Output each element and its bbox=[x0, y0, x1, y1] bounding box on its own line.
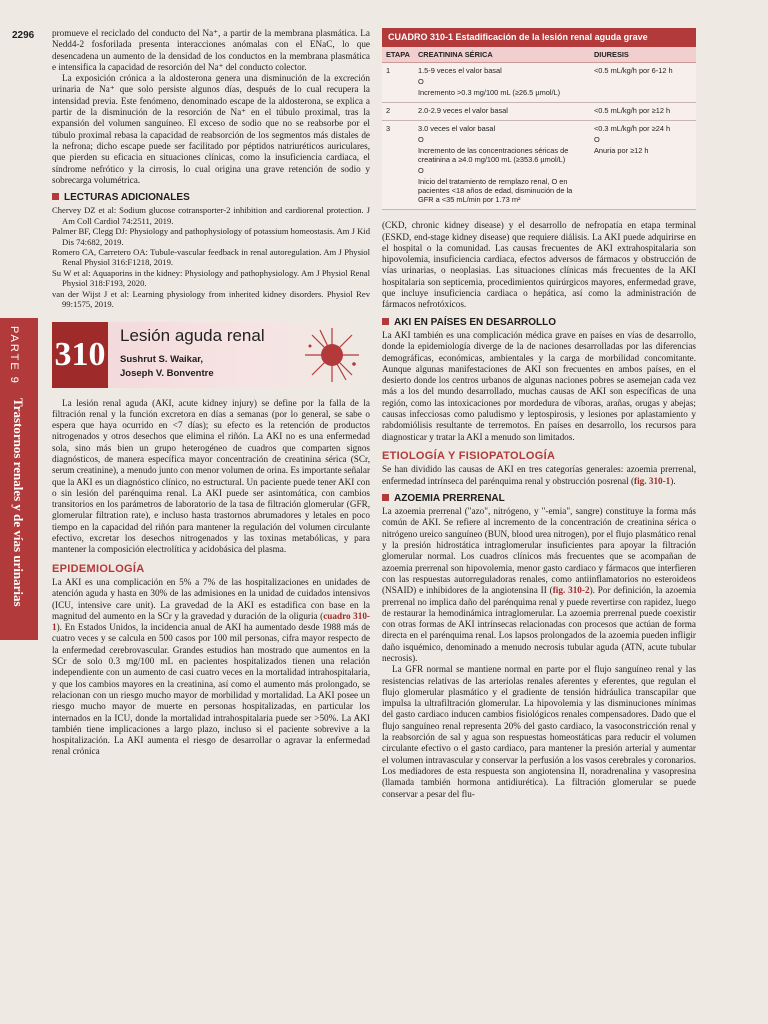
reference-item: Su W et al: Aquaporins in the kidney: Physiology and pathophysiology. Am J Physiol Renal Physiol 318:F193, 2020. bbox=[52, 267, 370, 289]
reference-item: Romero CA, Carretero OA: Tubule-vascular feedback in renal autoregulation. Am J Physiol Renal Physiol 316:F1218, 2019. bbox=[52, 247, 370, 268]
chapter-author: Joseph V. Bonventre bbox=[120, 367, 214, 379]
cell-line: <0.5 mL/kg/h por 6-12 h bbox=[593, 66, 673, 76]
cell-line: O bbox=[593, 135, 600, 145]
prerenal-heading bbox=[382, 493, 696, 504]
table-row bbox=[382, 63, 696, 103]
bullet-square-icon bbox=[382, 494, 389, 501]
cell-line: <0.5 mL/kg/h por ≥12 h bbox=[593, 106, 671, 116]
chapter-banner bbox=[52, 322, 370, 388]
staging-table bbox=[382, 47, 696, 210]
reference-item: Chervey DZ et al: Sodium glucose cotransporter-2 inhibition and cardiorenal protection. J Am Coll Cardiol 74:2511, 2019. bbox=[52, 205, 370, 226]
epidemiology-text bbox=[52, 577, 370, 758]
reference-item: Palmer BF, Clegg DJ: Physiology and pathophysiology of potassium homeostasis. Am J Kid Dis 74:682, 2019. bbox=[52, 226, 370, 247]
table-cell-stage: 3 bbox=[382, 121, 414, 210]
cell-line: 3.0 veces el valor basal bbox=[417, 124, 496, 134]
paragraph: promueve el reciclado del conducto del Na⁺, a partir de la membrana plasmática. La Nedd4-2 fosforilada presenta interacciones anómalas con el ENaC, lo que desencadena un aumento de la densidad de los conductos en la membrana plasmática e intensifica la capacidad de resorción del Na⁺ del conducto colector. bbox=[52, 28, 370, 72]
readings-heading bbox=[52, 192, 370, 203]
cell-line: Inicio del tratamiento de remplazo renal, O en pacientes <18 años de edad, disminución de la GFR a <35 mL/min por 1.73 m² bbox=[417, 177, 573, 205]
table-cell-diuresis bbox=[590, 103, 696, 121]
table-cell-stage: 1 bbox=[382, 63, 414, 103]
left-column bbox=[52, 28, 370, 758]
chapter-author: Sushrut S. Waikar, bbox=[120, 353, 204, 365]
part-side-tab bbox=[0, 318, 38, 640]
table-link[interactable]: cuadro 310-1 bbox=[52, 610, 370, 633]
cell-line: O bbox=[417, 166, 424, 176]
table-header: CREATININA SÉRICA bbox=[414, 47, 590, 63]
text-run: La azoemia prerrenal ("azo", nitrógeno, y "-emia", sangre) constituye la forma más común de AKI. Se refiere al incremento de la concentración de creatinina sérica o nitrógeno ureico sanguíneo (BUN, blood urea nitrogen), por el flujo plasmático renal y la presión hidrostática intraglomerular insuficientes para apoyar la filtración glomerular normal. Los cuadros clínicos más frecuentes que se acompañan de azoemia prerrenal son hipovolemia, menor gasto cardiaco y fármacos que interfieren con las respuestas autorreguladoras renales, como antiinflamatorios no esteroideos (NSAID) e inhibidores de la angiotensina II ( bbox=[382, 506, 696, 596]
cell-line: Anuria por ≥12 h bbox=[593, 146, 649, 156]
cell-line: <0.3 mL/kg/h por ≥24 h bbox=[593, 124, 671, 134]
paragraph: La exposición crónica a la aldosterona genera una disminución de la excreción urinaria de Na⁺ que solo persiste algunos días, después de lo cual recupera la intensidad previa. Este fenómeno, denominado escape de la aldosterona, se explica a partir de la disminución de la resorción de Na⁺ en el túbulo proximal, tras la expansión del volumen sanguíneo. El exceso de sodio que no se reabsorbe por el túbulo proximal rebasa la capacidad de reabsorción de los segmentos más distales de la nefrona; dicho escape puede ser facilitado por péptidos natriuréticos auriculares, que pierden su eficacia en situaciones clínicas, como la insuficiencia cardiaca, el síndrome nefrótico y la cirrosis, lo cual origina una grave retención de sodio y sobrecarga volumétrica. bbox=[52, 73, 370, 185]
right-column bbox=[382, 28, 696, 800]
epidemiology-heading: EPIDEMIOLOGÍA bbox=[52, 562, 145, 575]
paragraph: La GFR normal se mantiene normal en parte por el flujo sanguíneo renal y las resistencias relativas de las arteriolas renales aferentes y eferentes, que regulan el flujo glomerular plasmático y el gradiente de tensión hidráulica transcapilar que impulsa la ultrafiltración glomerular. La hipovolemia y las disminuciones mínimas del gasto cardiaco inducen cambios fisiológicos renales compensadores. Dado que el flujo sanguíneo renal representa 20% del gasto cardiaco, la vasoconstricción renal y la reabsorción de sal y agua son respuestas homeostáticas para reducir el volumen circulante efectivo o el gasto cardiaco, para mantener la presión arterial y aumentar el volumen intravascular y conservar la perfusión a los vasos cerebrales y coronarios. Los mediadores de esta respuesta son angiotensina II, noradrenalina y vasopresina (llamada también hormona antidiurética). La filtración glomerular se puede conservar a pesar del flu- bbox=[382, 664, 696, 799]
bullet-square-icon bbox=[382, 318, 389, 325]
table-cell-diuresis bbox=[590, 121, 696, 210]
figure-link[interactable]: fig. 310-1 bbox=[634, 475, 671, 486]
figure-link[interactable]: fig. 310-2 bbox=[552, 585, 590, 596]
prerenal-heading-text: AZOEMIA PRERRENAL bbox=[394, 492, 505, 504]
cell-line: 2.0-2.9 veces el valor basal bbox=[417, 106, 508, 116]
table-cell-creatinine bbox=[414, 103, 590, 121]
splatter-icon bbox=[302, 326, 362, 384]
etiology-text bbox=[382, 464, 696, 487]
table-body bbox=[382, 47, 696, 210]
cell-line: Incremento >0.3 mg/100 mL (≥26.5 µmol/L) bbox=[417, 88, 561, 98]
table-cell-stage: 2 bbox=[382, 103, 414, 121]
page-number: 2296 bbox=[12, 30, 35, 41]
chapter-title: Lesión aguda renal bbox=[120, 325, 265, 345]
text-run: ). bbox=[670, 475, 676, 486]
table-caption: CUADRO 310-1 Estadificación de la lesión renal aguda grave bbox=[382, 28, 696, 47]
text-run: ). En Estados Unidos, la incidencia anual de AKI ha aumentado desde 1988 más de cuatro veces y se calcula en 500 casos por 100 mil personas, cifra mayor respecto de la enfermedad cerebrovascular. Grandes estudios han mostrado que aumentos en la SCr de solo 0.3 mg/100 mL en pacientes hospitalizados tienen una relación independiente con un aumento de casi cuatro veces en la mortalidad intrahospitalaria, y que los cambios mayores en la creatinina, así como el aumento más prolongado, se relacionan con un riesgo mucho mayor de morbilidad y mortalidad. La AKI posee un riesgo mucho mayor de muerte en personas hospitalizadas, en particular los internados en la ICU, donde la mortalidad intrahospitalaria puede ser >50%. La AKI también tiene implicaciones a largo plazo, incluso si el paciente sobrevive a la hospitalización. La AKI aumenta el riesgo de desarrollar o agravar la enfermedad renal crónica bbox=[52, 622, 370, 757]
text-run: Se han dividido las causas de AKI en tres categorías generales: azoemia prerrenal, enfermedad intrínseca del parénquima renal y obstrucción posrenal ( bbox=[382, 464, 696, 486]
table-cell-diuresis bbox=[590, 63, 696, 103]
etiology-heading: ETIOLOGÍA Y FISIOPATOLOGÍA bbox=[382, 449, 556, 462]
table-cell-creatinine bbox=[414, 121, 590, 210]
paragraph bbox=[382, 506, 696, 664]
table-header: ETAPA bbox=[382, 47, 414, 63]
reference-item: van der Wijst J et al: Learning physiology from inherited kidney disorders. Physiol Rev 99:1575, 2019. bbox=[52, 288, 370, 310]
part-label: PARTE 9 bbox=[8, 326, 20, 385]
cell-line: Incremento de las concentraciones séricas de creatinina a ≥4.0 mg/100 mL (≥353.6 µmol/L) bbox=[417, 146, 569, 165]
bullet-square-icon bbox=[52, 193, 59, 200]
chapter-intro: La lesión renal aguda (AKI, acute kidney injury) se define por la falla de la filtración renal y la función excretora en días a semanas (por lo general, se sabe o espera que haya ocurrido en <7 días); su efecto es la retención de productos nitrogenados y otros desechos que elimina el riñón. La AKI no es una enfermedad sola, sino más bien un grupo heterogéneo de cuadros que comparten signos diagnósticos, de manera específica mayor concentración de creatinina sérica (SCr, serum creatinine), a menudo junto con menor volumen de orina. Es importante señalar que la AKI es un diagnóstico clínico, no estructural. Un paciente puede tener AKI con o sin lesión del parénquima renal. La AKI puede ser asintomática, con cambios transitorios en los parámetros de laboratorio de la tasa de filtración glomerular (GFR, glomerular filtration rate), e incluso hasta trastornos abrumadores y letales en poco tiempo en la capacidad del riñón para mantener la regulación del volumen circulante efectivo, excretar los desechos nitrogenados y las toxinas metabólicas, y para mantener la composición electrolítica y acidobásica del plasma. bbox=[52, 397, 370, 555]
readings-heading-text: LECTURAS ADICIONALES bbox=[64, 192, 190, 204]
table-row bbox=[382, 103, 696, 121]
developing-heading-text: AKI EN PAÍSES EN DESARROLLO bbox=[394, 316, 557, 328]
part-title: Trastornos renales y de vías urinarias bbox=[11, 398, 26, 607]
text-run: La AKI es una complicación en 5% a 7% de las hospitalizaciones en unidades de atención aguda y hasta en 30% de las admisiones en la unidad de cuidados intensivos (ICU, intensive care unit). La gravedad de la AKI es estadifica con base en la magnitud del aumento en la SCr y la gravedad y duración de la oliguria ( bbox=[52, 576, 370, 621]
developing-heading bbox=[382, 317, 696, 328]
paragraph: (CKD, chronic kidney disease) y el desarrollo de nefropatía en etapa terminal (ESKD, end-stage kidney disease) que requiere diálisis. La AKI puede adquirirse en el hospital o la comunidad. Las causas frecuentes de AKI extrahospitalaria son hipovolemia, insuficiencia cardiaca, efectos adversos de fármacos y obstrucción de vías urinarias, o neoplasias. Las situaciones clínicas más frecuentes de la AKI hospitalaria son septicemia, procedimientos quirúrgicos mayores, enfermedad grave, que incluye insuficiencia cardiaca o hepática, así como la administración de fármacos nefrotóxicos. bbox=[382, 220, 696, 310]
table-row bbox=[382, 121, 696, 210]
cell-line: 1.5-9 veces el valor basal bbox=[417, 66, 502, 76]
chapter-number: 310 bbox=[52, 322, 108, 388]
table-cell-creatinine bbox=[414, 63, 590, 103]
table-header: DIURESIS bbox=[590, 47, 696, 63]
cell-line: O bbox=[417, 135, 424, 145]
text-run: ). Por definición, la azoemia prerrenal no implica daño del parénquima renal y puede revertirse con rapidez, luego de restaurar la hemodinámica intraglomerular. La azoemia prerrenal puede coexistir con otras formas de AKI intrínsecas relacionadas con procesos que actúan de forma directa en el parénquima renal. Los lapsos prolongados de la azoemia pueden infligir daño isquémico, denominado a menudo necrosis tubular aguda (ATN, acute tubular necrosis). bbox=[382, 585, 697, 663]
paragraph: La AKI también es una complicación médica grave en países en vías de desarrollo, donde la epidemiología diverge de la de naciones desarrolladas por las diferencias demográficas, económicas, ambientales y la carga de morbilidad concomitante. Aunque algunas manifestaciones de AKI son frecuentes en ambos países, en el desierto donde los centros urbanos de algunas naciones pobres se asemejan cada vez más a los del mundo desarrollado, muchas causas de AKI son específicas de una región, como las intoxicaciones por mordedura de víboras, arañas, orugas y abejas; causas infecciosas como paludismo y leptospirosis, y lesiones por aplastamiento y rabdomiólisis resultante de terremotos. En países en desarrollo, los recursos para diagnosticar y tratar la AKI a menudo son limitados. bbox=[382, 329, 696, 442]
cell-line: O bbox=[417, 77, 424, 87]
